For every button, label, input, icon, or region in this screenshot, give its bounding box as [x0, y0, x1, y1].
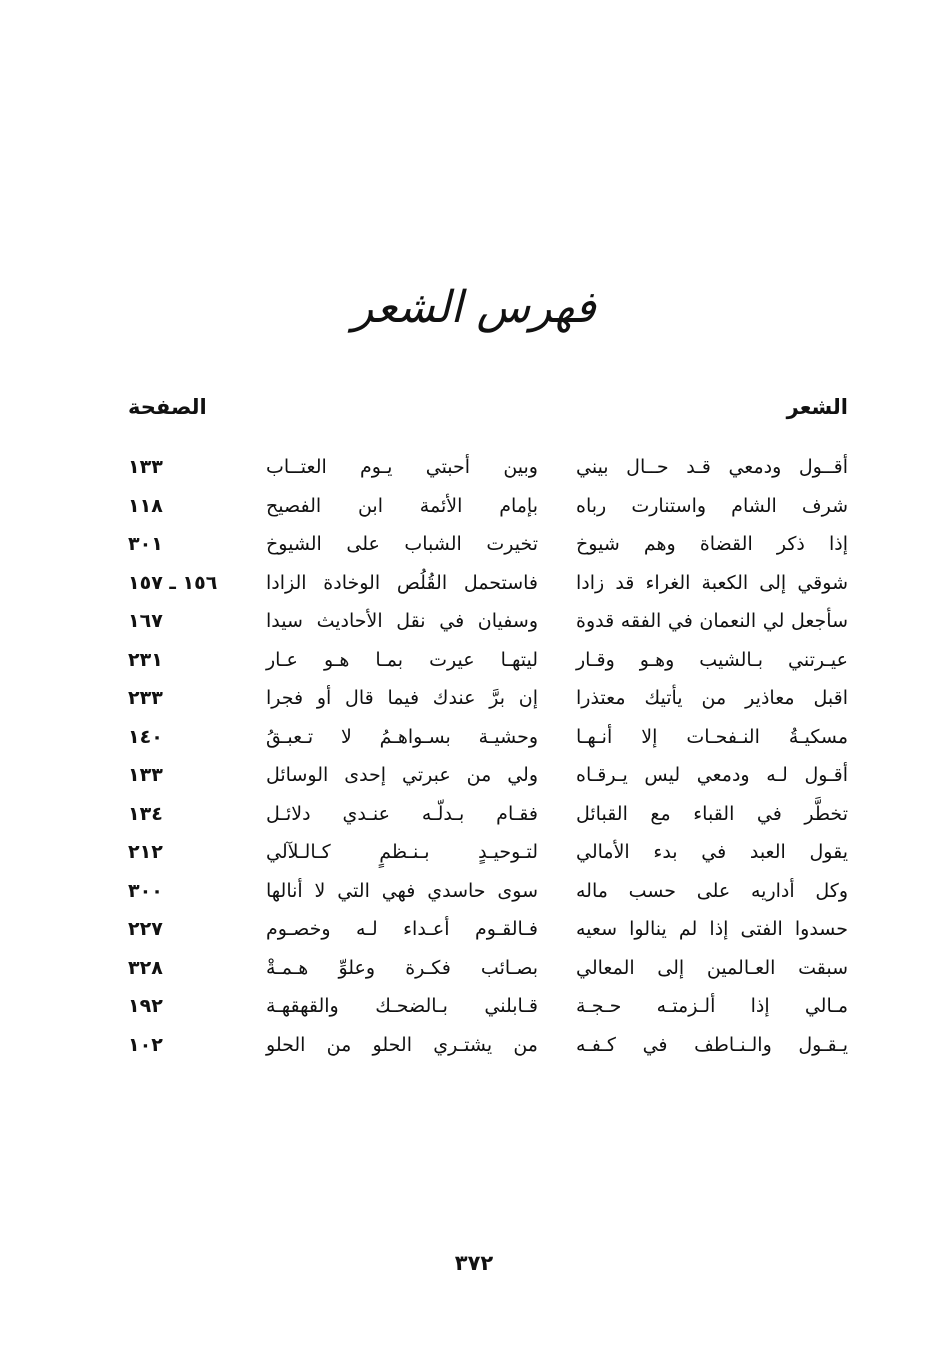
page-reference: ١٤٠ — [128, 725, 163, 748]
table-row — [0, 912, 948, 951]
page-number: ٣٧٢ — [454, 1251, 494, 1275]
first-hemistich: أقــول ودمعي قـد حــال بيني — [576, 456, 848, 478]
first-hemistich: أقـول لـه ودمعي ليس يـرقـاه — [576, 764, 848, 786]
table-row — [0, 643, 948, 682]
first-hemistich: شرف الشام واستنارت رباه — [576, 494, 848, 517]
page-reference: ١٣٤ — [128, 802, 163, 825]
page-reference: ٢٣٣ — [128, 687, 163, 709]
second-hemistich: لتـوحيـدٍ بـنـظمٍ كـالـلآلي — [266, 841, 538, 863]
page-reference: ٢١٢ — [128, 841, 163, 863]
table-row — [0, 527, 948, 566]
second-hemistich: من يشتـري الحلو من الحلو — [266, 1033, 538, 1056]
table-row — [0, 758, 948, 797]
first-hemistich: شوقي إلى الكعبة الغراء قد زادا — [576, 571, 848, 594]
table-row — [0, 951, 948, 990]
first-hemistich: يقول العبد في بدء الأمالي — [576, 841, 848, 863]
second-hemistich: بإمام الأئمة ابن الفصيح — [266, 494, 538, 517]
table-row — [0, 1028, 948, 1067]
second-hemistich: تخيرت الشباب على الشيوخ — [266, 533, 538, 555]
table-row — [0, 835, 948, 874]
table-row — [0, 489, 948, 528]
page-reference: ١٣٣ — [128, 456, 163, 478]
table-row — [0, 604, 948, 643]
table-row — [0, 681, 948, 720]
second-hemistich: فاستحمل القُلُص الوخادة الزادا — [266, 571, 538, 594]
page-reference: ١٩٢ — [128, 995, 163, 1017]
first-hemistich: عيـرتني بـالشيب وهـو وقـار — [576, 648, 848, 671]
table-row — [0, 566, 948, 605]
second-hemistich: إن برَّ عندك فيما قال أو فجرا — [266, 687, 538, 709]
page-reference: ١٥٦ ـ ١٥٧ — [128, 571, 218, 594]
page-reference: ٢٣١ — [128, 648, 163, 671]
first-hemistich: مـالي إذا ألـزمتـه حـجـة — [576, 995, 848, 1017]
first-hemistich: وكل أداريه على حسب ماله — [576, 879, 848, 902]
first-hemistich: سبقت العـالمين إلى المعالي — [576, 956, 848, 979]
page-reference: ١١٨ — [128, 494, 163, 517]
poetry-column-header: الشعر — [786, 395, 848, 419]
page-reference: ٢٢٧ — [128, 918, 163, 940]
page-reference: ١٣٣ — [128, 764, 163, 786]
page-reference: ٣٢٨ — [128, 956, 163, 979]
second-hemistich: سوى حاسدي فهي التي لا أنالها — [266, 879, 538, 902]
page-reference: ٣٠٠ — [128, 879, 163, 902]
table-row — [0, 450, 948, 489]
first-hemistich: يـقـول والـنـاطف في كـفـه — [576, 1033, 848, 1056]
second-hemistich: بصـائب فكـرة وعلوِّ هـمـةْ — [266, 956, 538, 979]
second-hemistich: ولي من عبرتي إحدى الوسائل — [266, 764, 538, 786]
poetry-index-table — [0, 450, 948, 1066]
second-hemistich: وحشيـة بسـواهـمُ لا تـعبـقُ — [266, 725, 538, 748]
second-hemistich: ليتهـا عيرت بمـا هـو عـار — [266, 648, 538, 671]
page-reference: ٣٠١ — [128, 533, 163, 555]
page-title: فهرس الشعر — [352, 282, 596, 333]
second-hemistich: وبين أحبتي يـوم العتــاب — [266, 456, 538, 478]
first-hemistich: تخطَّر في القباء مع القبائل — [576, 802, 848, 825]
first-hemistich: مسكيـةُ النـفحـات إلا أنـهـا — [576, 725, 848, 748]
page-reference: ١٠٢ — [128, 1033, 163, 1056]
table-row — [0, 989, 948, 1028]
table-row — [0, 720, 948, 759]
first-hemistich: سأجعل لي النعمان في الفقه قدوة — [576, 610, 848, 632]
table-row — [0, 797, 948, 836]
second-hemistich: فقـام بـدلّـه عنـدي دلائـل — [266, 802, 538, 825]
table-row — [0, 874, 948, 913]
page-column-header: الصفحة — [128, 395, 207, 419]
first-hemistich: حسدوا الفتى إذا لم ينالوا سعيه — [576, 918, 848, 940]
first-hemistich: اقبل معاذير من يأتيك معتذرا — [576, 687, 848, 709]
second-hemistich: قـابلني بـالضحـك والقهقهـة — [266, 995, 538, 1017]
second-hemistich: فـالقـوم أعـداء لـه وخصـوم — [266, 918, 538, 940]
first-hemistich: إذا ذكر القضاة وهم شيوخ — [576, 533, 848, 555]
page-reference: ١٦٧ — [128, 610, 163, 632]
second-hemistich: وسفيان في نقل الأحاديث سيدا — [266, 610, 538, 632]
